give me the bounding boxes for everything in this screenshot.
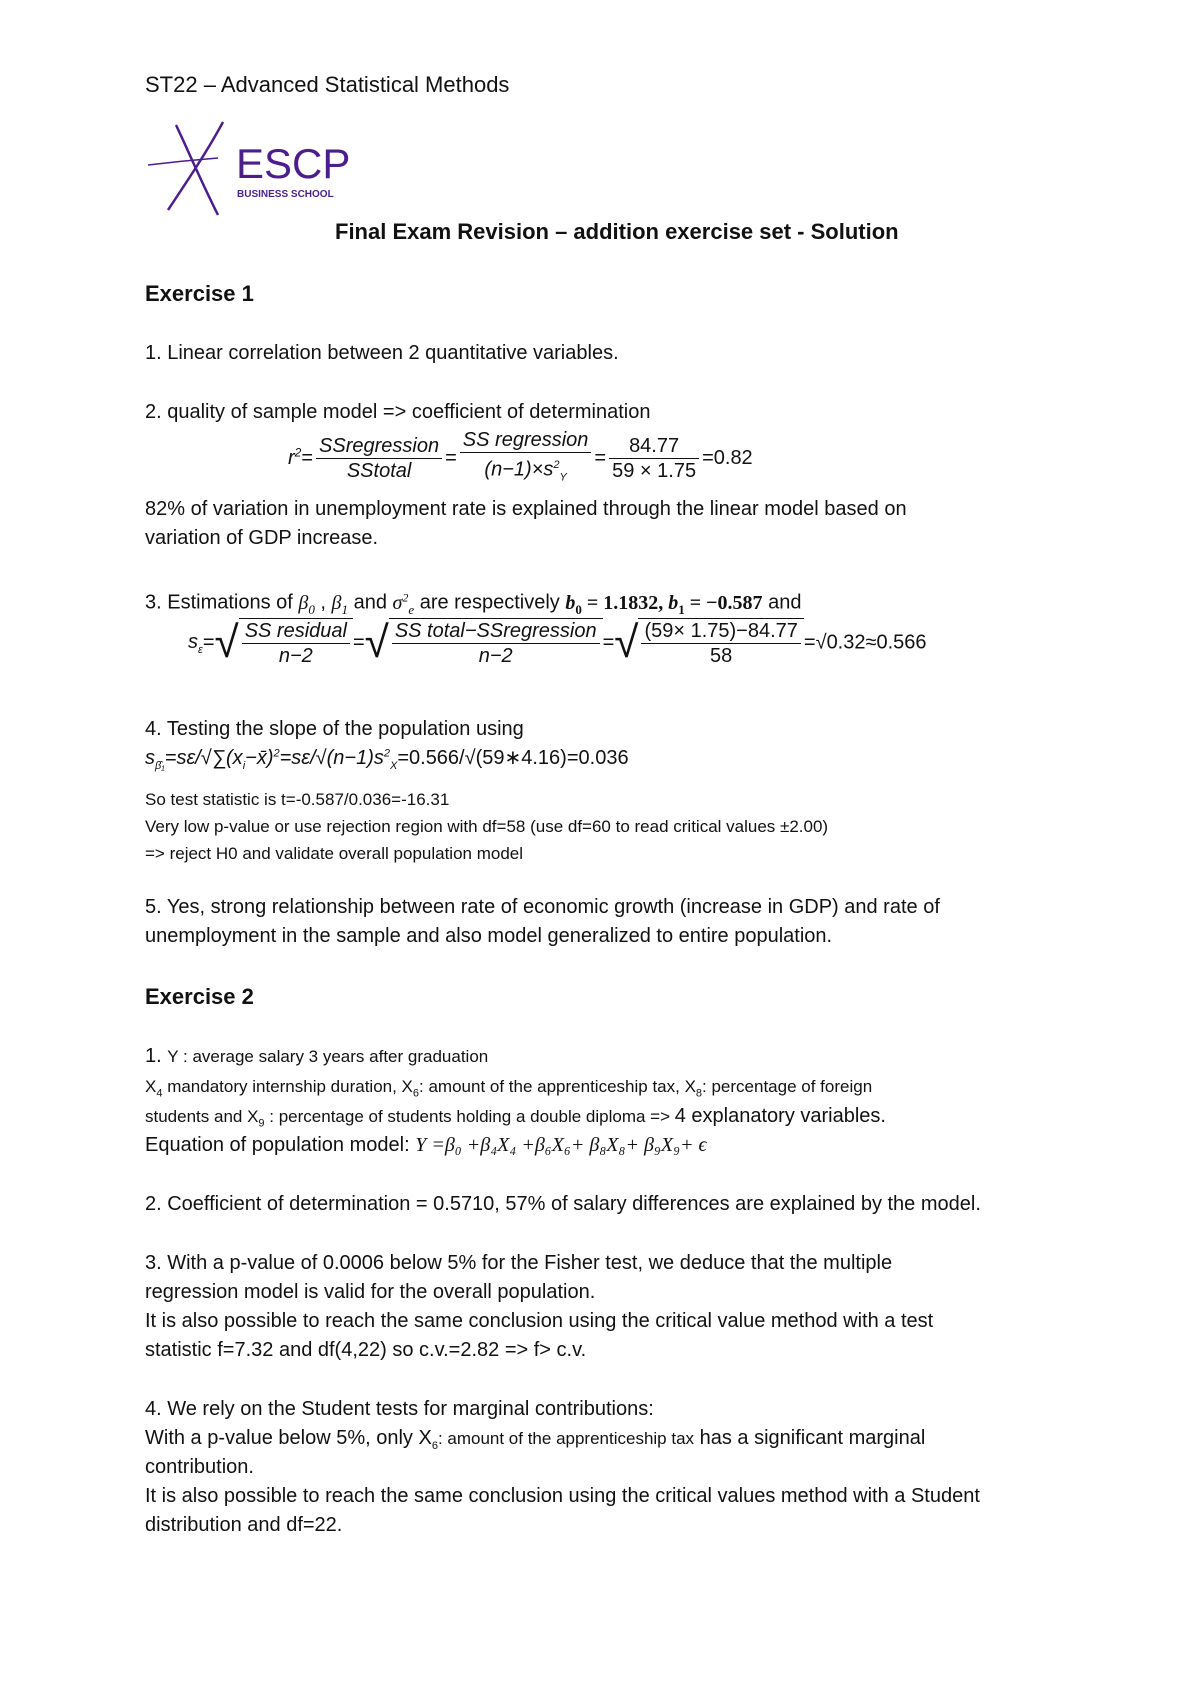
escp-logo	[148, 120, 368, 220]
ex2-answer-3c: It is also possible to reach the same conclusion using the critical value method with a test	[145, 1310, 934, 1332]
ex2-model-equation: Equation of population model: Y =β₀ +β₄X₄ +β₆X₆+ β₈X₈+ β₉X₉+ ϵ	[145, 1134, 707, 1156]
ex1-answer-2-text-a: 82% of variation in unemployment rate is explained through the linear model based on	[145, 498, 907, 520]
escp-logo-mark	[148, 120, 368, 220]
ex1-test-statistic: So test statistic is t=-0.587/0.036=-16.31	[145, 790, 450, 809]
logo-word: ESCP	[236, 140, 351, 187]
ex2-answer-4b: With a p-value below 5%, only $X_6$: amount of the apprenticeship tax has a significant marginal	[145, 1427, 926, 1452]
ex1-answer-1: 1. Linear correlation between 2 quantitative variables.	[145, 342, 619, 364]
ex2-answer-1: 1. Y : average salary 3 years after graduation	[145, 1045, 489, 1067]
r2-formula: $r^2=$ $\frac{\text{SSregression}}{\text{SStotal}}$ = $\frac{\text{SS regression}}{(n-1)\times s^2_Y}$ = $\frac{84.77}{59 \times 1.75}$ =0.82	[288, 429, 753, 484]
ex2-variables-line-1: $X_4$ mandatory internship duration, $X_6$: amount of the apprenticeship tax, $X_8$: percentage of foreign	[145, 1077, 873, 1100]
ex1-answer-2-text-b: variation of GDP increase.	[145, 527, 379, 549]
page-title: Final Exam Revision – addition exercise set - Solution	[335, 219, 899, 244]
ex1-answer-2: 2. quality of sample model => coefficient of determination	[145, 401, 651, 423]
ex1-answer-4: 4. Testing the slope of the population using	[145, 718, 524, 740]
ex2-answer-3a: 3. With a p-value of 0.0006 below 5% for the Fisher test, we deduce that the multiple	[145, 1252, 893, 1274]
ex2-answer-3b: regression model is valid for the overall population.	[145, 1281, 596, 1303]
slope-se-formula: $s_{\betâ_1}=s\varepsilon/√\sum(x_i-x̄)^2=s\varepsilon/√(n-1)s^2_X=0.566/√(59∗4.16)=0.036$	[145, 747, 629, 772]
ex1-answer-5a: 5. Yes, strong relationship between rate of economic growth (increase in GDP) and rate of	[145, 896, 940, 918]
ex2-answer-4a: 4. We rely on the Student tests for marginal contributions:	[145, 1398, 654, 1420]
ex1-conclusion: => reject H0 and validate overall population model	[145, 844, 524, 863]
document-header: ST22 – Advanced Statistical Methods	[145, 72, 510, 97]
residual-std-formula: $s_\varepsilon=√$ $\frac{\text{SS residual}}{n-2}$ =√ $\frac{\text{SS total−SSregression}}{n-2}$ =√ $\frac{(59\times 1.75)-84.77}{58}$ =√0.32≈0.566	[188, 617, 927, 668]
ex2-answer-2: 2. Coefficient of determination = 0.5710, 57% of salary differences are explained by the model.	[145, 1193, 981, 1215]
ex1-answer-5b: unemployment in the sample and also model generalized to entire population.	[145, 925, 833, 947]
ex2-answer-4c: contribution.	[145, 1456, 254, 1478]
ex1-answer-3: 3. Estimations of $\beta_0$ , $\beta_1$ and $\sigma^2_e$ are respectively $b_0 = 1.1832$, $b_1 = -0.587$ and	[145, 590, 802, 617]
ex2-variables-line-2: students and $X_9$ : percentage of students holding a double diploma => 4 explanatory variables.	[145, 1105, 886, 1130]
exercise-2-heading: Exercise 2	[145, 984, 254, 1009]
ex2-answer-3d: statistic f=7.32 and df(4,22) so c.v.=2.82 => f> c.v.	[145, 1339, 587, 1361]
ex2-answer-4d: It is also possible to reach the same conclusion using the critical values method with a Student	[145, 1485, 980, 1507]
ex1-rejection-region: Very low p-value or use rejection region with df=58 (use df=60 to read critical values ±2.00)	[145, 817, 829, 836]
logo-sub: BUSINESS SCHOOL	[237, 189, 334, 200]
ex2-answer-4e: distribution and df=22.	[145, 1514, 343, 1536]
exercise-1-heading: Exercise 1	[145, 281, 254, 306]
